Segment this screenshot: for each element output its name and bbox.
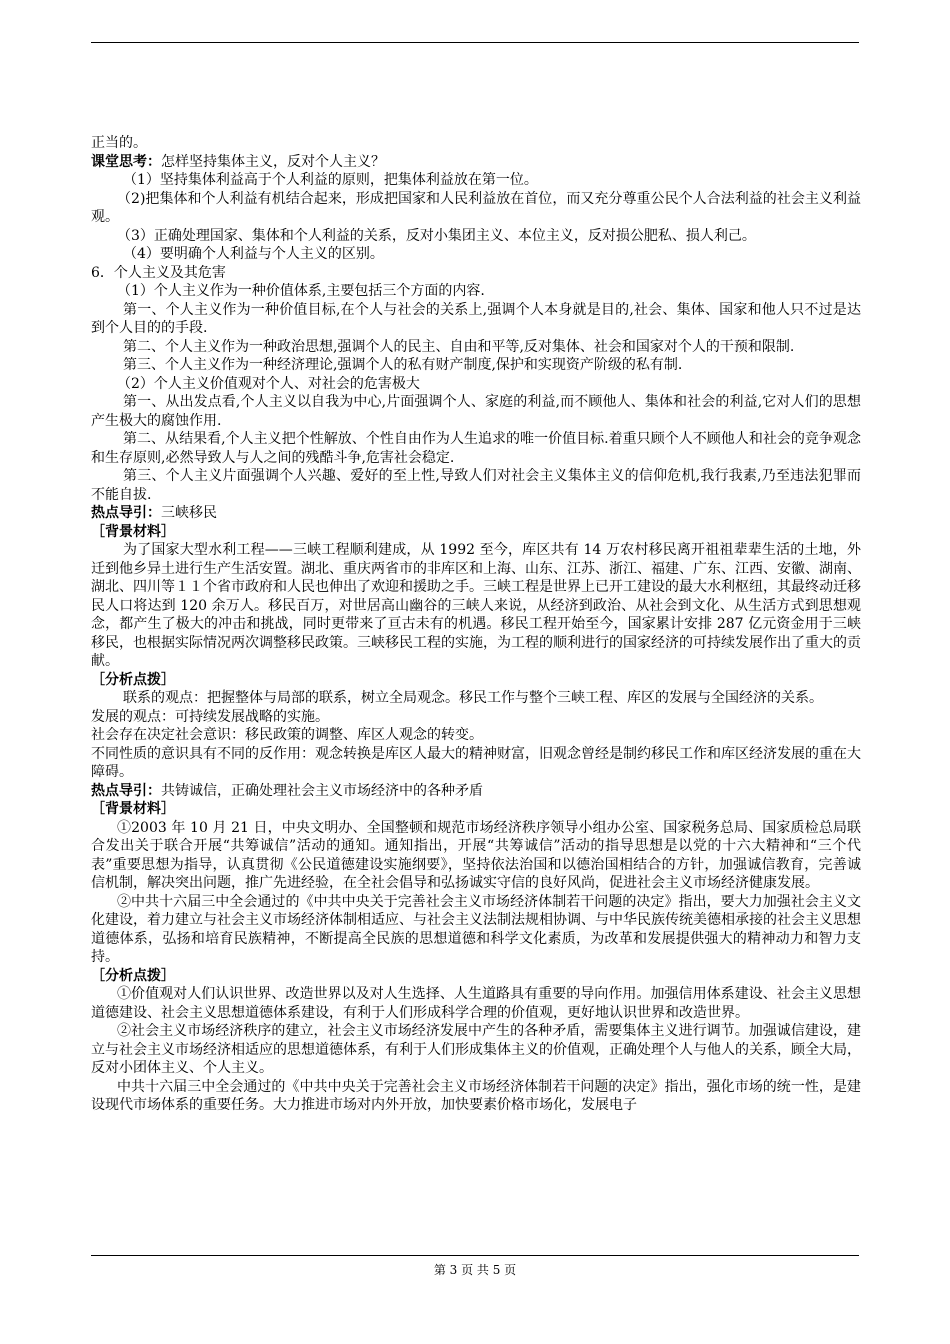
hotspot-topic: 共铸诚信，正确处理社会主义市场经济中的各种矛盾: [161, 782, 483, 799]
question-text: 怎样坚持集体主义，反对个人主义？: [161, 153, 385, 170]
paragraph: 正当的。: [91, 135, 147, 151]
paragraph: ①价值观对人们认识世界、改造世界以及对人生选择、人生道路具有重要的导向作用。加强信用体系建设、社会主义思想道德建设、社会主义思想道德体系建设，有利于人们形成科学合理的价值观，更好地认识世界和改造世界。: [91, 986, 861, 1021]
paragraph: 中共十六届三中全会通过的《中共中央关于完善社会主义市场经济体制若干问题的决定》指出，强化市场的统一性，是建设现代市场体系的重要任务。大力推进市场对内外开放，加快要素价格市场化，发展电子: [91, 1078, 861, 1113]
paragraph: 第三、个人主义作为一种经济理论,强调个人的私有财产制度,保护和实现资产阶级的私有制.: [123, 357, 683, 373]
paragraph: （1）坚持集体利益高于个人利益的原则，把集体利益放在第一位。: [123, 172, 538, 188]
paragraph: （1）个人主义作为一种价值体系,主要包括三个方面的内容.: [117, 283, 485, 299]
paragraph: 联系的观点：把握整体与局部的联系，树立全局观念。移民工作与整个三峡工程、库区的发展与全国经济的关系。: [123, 690, 823, 706]
hotspot-line: [91, 782, 861, 801]
paragraph: 社会存在决定社会意识：移民政策的调整、库区人观念的转变。: [91, 727, 483, 743]
paragraph: 发展的观点：可持续发展战略的实施。: [91, 708, 329, 725]
paragraph: ①2003 年 10 月 21 日，中央文明办、全国整顿和规范市场经济秩序领导小组办公室、国家税务总局、国家质检总局联合发出关于联合开展“共筹诚信”活动的通知。通知指出，开展“共筹诚信”活动的指导思想是以党的十六大精神和“三个代表”重要思想为指导，认真贯彻《公民道德建设实施纲要》，坚持依法治国和以德治国相结合的方针，加强诚信教育，完善诚信机制，解决突出问题，推广先进经验，在全社会倡导和弘扬诚实守信的良好风尚，促进社会主义市场经济健康发展。: [91, 819, 861, 891]
hotspot-topic: 三峡移民: [161, 505, 217, 521]
paragraph: （2）个人主义价值观对个人、对社会的危害极大: [117, 375, 420, 392]
paragraph: （4）要明确个人利益与个人主义的区别。: [123, 246, 384, 262]
footer-rule: [91, 1255, 859, 1256]
question-line: [91, 153, 861, 172]
subheading: ［分析点拨］: [91, 671, 175, 688]
paragraph: 第二、个人主义作为一种政治思想,强调个人的民主、自由和平等,反对集体、社会和国家对个人的干预和限制.: [123, 338, 795, 355]
section-label: 热点导引：: [91, 782, 161, 799]
paragraph: 第二、从结果看,个人主义把个性解放、个性自由作为人生追求的唯一价值目标.着重只顾个人不顾他人和社会的竞争观念和生存原则,必然导致人与人之间的残酷斗争,危害社会稳定.: [91, 431, 861, 466]
paragraph: ②社会主义市场经济秩序的建立，社会主义市场经济发展中产生的各种矛盾，需要集体主义进行调节。加强诚信建设，建立与社会主义市场经济相适应的思想道德体系，有利于人们形成集体主义的价值观，正确处理个人与他人的关系，顾全大局，反对小团体主义、个人主义。: [91, 1023, 861, 1076]
paragraph: 第一、从出发点看,个人主义以自我为中心,片面强调个人、家庭的利益,而不顾他人、集体和社会的利益,它对人们的思想产生极大的腐蚀作用.: [91, 394, 861, 429]
paragraph: 第三、个人主义片面强调个人兴趣、爱好的至上性,导致人们对社会主义集体主义的信仰危机,我行我素,乃至违法犯罪而不能自拔.: [91, 468, 861, 503]
subheading: ［背景材料］: [91, 801, 175, 817]
paragraph: 不同性质的意识具有不同的反作用：观念转换是库区人最大的精神财富，旧观念曾经是制约移民工作和库区经济发展的重在大障碍。: [91, 745, 861, 780]
section-label: 热点导引：: [91, 505, 161, 521]
section-label: 课堂思考：: [91, 153, 161, 170]
hotspot-line: [91, 504, 861, 523]
paragraph: 为了国家大型水利工程——三峡工程顺利建成，从 1992 至今，库区共有 14 万农村移民离开祖祖辈辈生活的土地，外迁到他乡异土进行生产生活安置。湖北、重庆两省市的非库区和上海、山东、江苏、浙江、福建、广东、江西、安徽、湖南、湖北、四川等１１个省市政府和人民也伸出了欢迎和援助之手。三峡工程是世界上已开工建设的最大水利枢纽，其最终动迁移民人口将达到 120 余万人。移民百万，对世居高山幽谷的三峡人来说，从经济到政治、从社会到文化、从生活方式到思想观念，都产生了极大的冲击和挑战，同时更带来了亘古未有的机遇。移民工程开始至今，国家累计安排 287 亿元资金用于三峡移民，也根据实际情况两次调整移民政策。三峡移民工程的实施，为工程的顺利进行的国家经济的可持续发展作出了重大的贡献。: [91, 542, 861, 669]
subheading: ［背景材料］: [91, 523, 175, 540]
paragraph: ②中共十六届三中全会通过的《中共中央关于完善社会主义市场经济体制若干问题的决定》指出，要大力加强社会主义文化建设，着力建立与社会主义市场经济体制相适应、与社会主义法制法规相协调、与中华民族传统美德相承接的社会主义思想道德体系，弘扬和培育民族精神，不断提高全民族的思想道德和科学文化素质，为改革和发展提供强大的精神动力和智力支持。: [91, 893, 861, 965]
header-rule: [91, 42, 859, 43]
section-heading: 6．个人主义及其危害: [91, 264, 226, 281]
paragraph: 第一、个人主义作为一种价值目标,在个人与社会的关系上,强调个人本身就是目的,社会、集体、国家和他人只不过是达到个人目的的手段.: [91, 301, 861, 336]
page-number: 第 3 页 共 5 页: [433, 1263, 517, 1277]
document-body: [91, 134, 861, 1115]
paragraph: （3）正确处理国家、集体和个人利益的关系，反对小集团主义、本位主义，反对损公肥私、损人利己。: [117, 227, 756, 244]
paragraph: （2)把集体和个人利益有机结合起来，形成把国家和人民利益放在首位，而又充分尊重公民个人合法利益的社会主义利益观。: [91, 190, 861, 225]
subheading: ［分析点拨］: [91, 967, 175, 984]
